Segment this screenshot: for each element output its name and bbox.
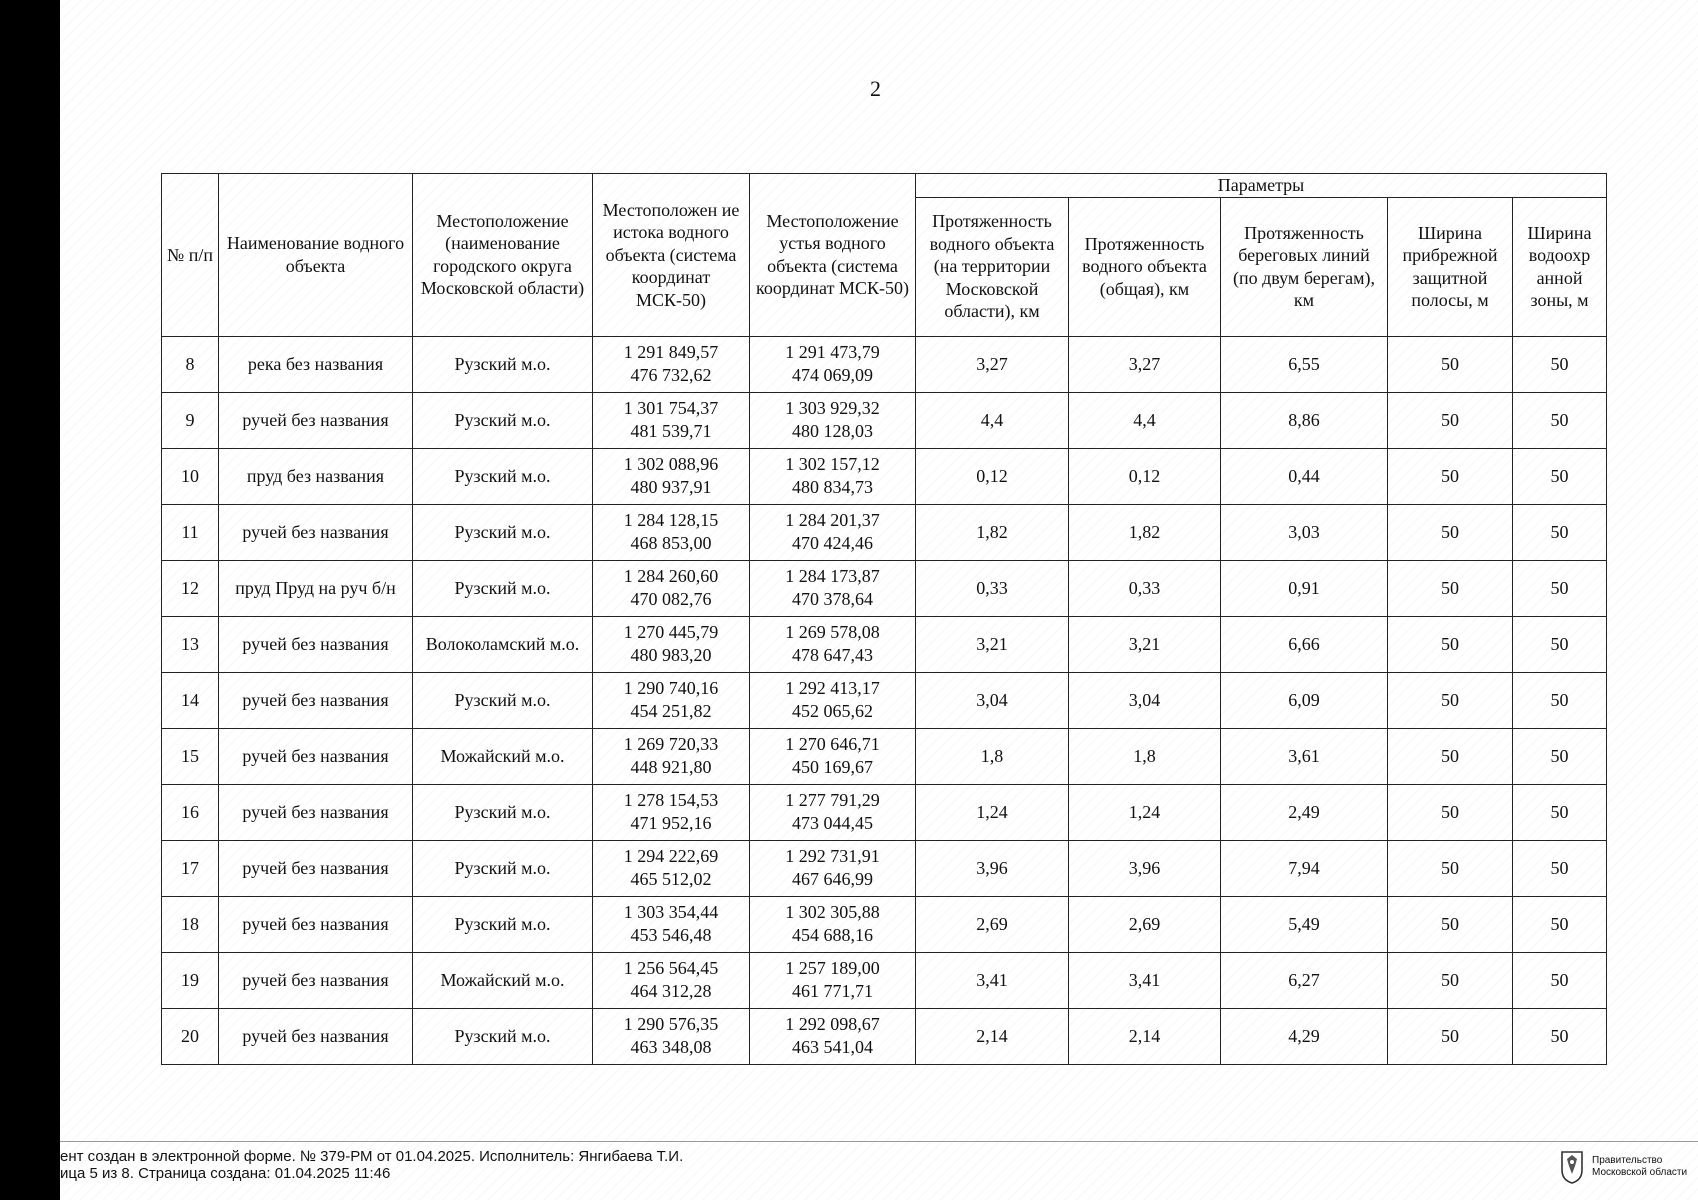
cell-num: 11 (162, 504, 219, 560)
table-row (162, 448, 1607, 504)
cell-mouth-coords-x: 1 292 098,67 (785, 1014, 880, 1034)
cell-source-coords-x: 1 278 154,53 (623, 790, 719, 810)
cell-name: ручей без названия (219, 896, 413, 952)
cell-source-coords-y: 480 983,20 (630, 645, 712, 665)
footer-organization (1592, 1155, 1687, 1179)
cell-length-mo: 3,41 (916, 952, 1069, 1008)
cell-num: 8 (162, 336, 219, 392)
cell-water-zone: 50 (1513, 952, 1607, 1008)
cell-water-zone: 50 (1513, 448, 1607, 504)
coat-of-arms-icon (1560, 1150, 1584, 1184)
table-row (162, 728, 1607, 784)
table-row (162, 336, 1607, 392)
cell-source-coords (593, 840, 750, 896)
cell-name: ручей без названия (219, 672, 413, 728)
cell-mouth-coords (750, 336, 916, 392)
cell-water-zone: 50 (1513, 784, 1607, 840)
header-len-total: Протяженность водного объекта (общая), км (1069, 197, 1221, 336)
table-row (162, 896, 1607, 952)
cell-shore-length: 2,49 (1221, 784, 1388, 840)
cell-mouth-coords-y: 473 044,45 (792, 813, 873, 833)
cell-source-coords (593, 448, 750, 504)
cell-source-coords-x: 1 290 740,16 (623, 678, 719, 698)
cell-mouth-coords (750, 784, 916, 840)
cell-mouth-coords-x: 1 302 305,88 (785, 902, 880, 922)
cell-source-coords (593, 336, 750, 392)
header-coastal-strip: Ширина прибрежной защитной полосы, м (1388, 197, 1513, 336)
cell-location: Волоколамский м.о. (413, 616, 593, 672)
cell-location: Рузский м.о. (413, 448, 593, 504)
table-body (162, 336, 1607, 1064)
cell-mouth-coords-y: 470 378,64 (792, 589, 873, 609)
cell-name: ручей без названия (219, 784, 413, 840)
cell-source-coords-x: 1 301 754,37 (623, 398, 719, 418)
cell-source-coords (593, 896, 750, 952)
cell-mouth-coords-y: 480 128,03 (792, 421, 873, 441)
cell-source-coords-y: 453 546,48 (630, 925, 712, 945)
cell-shore-length: 0,91 (1221, 560, 1388, 616)
cell-water-zone: 50 (1513, 728, 1607, 784)
cell-num: 12 (162, 560, 219, 616)
cell-shore-length: 6,55 (1221, 336, 1388, 392)
cell-water-zone: 50 (1513, 392, 1607, 448)
header-source: Местоположен ие истока водного объекта (система координат МСК-50) (593, 174, 750, 337)
cell-shore-length: 4,29 (1221, 1008, 1388, 1064)
cell-num: 19 (162, 952, 219, 1008)
cell-location: Рузский м.о. (413, 336, 593, 392)
cell-water-zone: 50 (1513, 896, 1607, 952)
header-location: Местоположение (наименование городского округа Московской области) (413, 174, 593, 337)
cell-mouth-coords (750, 560, 916, 616)
cell-coastal-strip: 50 (1388, 728, 1513, 784)
cell-source-coords-x: 1 270 445,79 (623, 622, 719, 642)
cell-length-total: 1,8 (1069, 728, 1221, 784)
cell-water-zone: 50 (1513, 336, 1607, 392)
cell-coastal-strip: 50 (1388, 840, 1513, 896)
cell-coastal-strip: 50 (1388, 392, 1513, 448)
cell-shore-length: 8,86 (1221, 392, 1388, 448)
cell-mouth-coords-x: 1 292 731,91 (785, 846, 880, 866)
cell-mouth-coords-y: 467 646,99 (792, 869, 873, 889)
scan-left-border (0, 0, 60, 1200)
cell-mouth-coords-y: 454 688,16 (792, 925, 873, 945)
cell-mouth-coords (750, 504, 916, 560)
cell-num: 14 (162, 672, 219, 728)
cell-location: Рузский м.о. (413, 1008, 593, 1064)
cell-mouth-coords (750, 672, 916, 728)
cell-coastal-strip: 50 (1388, 896, 1513, 952)
cell-shore-length: 6,27 (1221, 952, 1388, 1008)
cell-source-coords (593, 560, 750, 616)
cell-source-coords-x: 1 294 222,69 (623, 846, 719, 866)
org-line-1: Правительство (1592, 1155, 1663, 1166)
cell-coastal-strip: 50 (1388, 504, 1513, 560)
cell-mouth-coords-y: 452 065,62 (792, 701, 873, 721)
org-line-2: Московской области (1592, 1167, 1688, 1178)
header-num: № п/п (162, 174, 219, 337)
cell-source-coords-y: 480 937,91 (630, 477, 712, 497)
cell-num: 18 (162, 896, 219, 952)
cell-source-coords-y: 463 348,08 (630, 1037, 712, 1057)
footer-info (60, 1148, 683, 1182)
cell-location: Рузский м.о. (413, 392, 593, 448)
cell-coastal-strip: 50 (1388, 1008, 1513, 1064)
cell-mouth-coords (750, 728, 916, 784)
cell-mouth-coords-x: 1 303 929,32 (785, 398, 880, 418)
header-params: Параметры (916, 174, 1607, 198)
cell-mouth-coords-y: 474 069,09 (792, 365, 873, 385)
cell-coastal-strip: 50 (1388, 784, 1513, 840)
cell-source-coords (593, 616, 750, 672)
cell-coastal-strip: 50 (1388, 952, 1513, 1008)
cell-water-zone: 50 (1513, 504, 1607, 560)
header-len-mo: Протяженность водного объекта (на территории Московской области), км (916, 197, 1069, 336)
cell-source-coords-x: 1 291 849,57 (623, 342, 719, 362)
footer-line-2: ица 5 из 8. Страница создана: 01.04.2025 11:46 (60, 1165, 391, 1182)
cell-shore-length: 3,03 (1221, 504, 1388, 560)
cell-length-mo: 2,14 (916, 1008, 1069, 1064)
cell-source-coords (593, 392, 750, 448)
cell-mouth-coords (750, 392, 916, 448)
cell-mouth-coords-x: 1 284 173,87 (785, 566, 880, 586)
footer-divider (60, 1141, 1698, 1142)
cell-source-coords-x: 1 302 088,96 (623, 454, 719, 474)
cell-mouth-coords-y: 480 834,73 (792, 477, 873, 497)
cell-water-zone: 50 (1513, 840, 1607, 896)
cell-length-total: 3,96 (1069, 840, 1221, 896)
cell-length-total: 0,12 (1069, 448, 1221, 504)
header-mouth: Местоположение устья водного объекта (система координат МСК-50) (750, 174, 916, 337)
cell-num: 16 (162, 784, 219, 840)
cell-source-coords-y: 470 082,76 (630, 589, 712, 609)
cell-mouth-coords-x: 1 270 646,71 (785, 734, 880, 754)
cell-length-total: 3,04 (1069, 672, 1221, 728)
cell-source-coords-x: 1 256 564,45 (623, 958, 719, 978)
cell-num: 20 (162, 1008, 219, 1064)
cell-location: Рузский м.о. (413, 504, 593, 560)
cell-source-coords (593, 504, 750, 560)
cell-length-mo: 3,21 (916, 616, 1069, 672)
cell-coastal-strip: 50 (1388, 336, 1513, 392)
cell-source-coords-x: 1 284 128,15 (623, 510, 719, 530)
header-name: Наименование водного объекта (219, 174, 413, 337)
cell-shore-length: 0,44 (1221, 448, 1388, 504)
cell-length-total: 4,4 (1069, 392, 1221, 448)
cell-mouth-coords-x: 1 277 791,29 (785, 790, 880, 810)
page-number: 2 (870, 76, 881, 101)
cell-source-coords (593, 1008, 750, 1064)
header-shore: Протяженность береговых линий (по двум берегам), км (1221, 197, 1388, 336)
cell-location: Можайский м.о. (413, 952, 593, 1008)
table-row (162, 784, 1607, 840)
cell-shore-length: 7,94 (1221, 840, 1388, 896)
table-row (162, 560, 1607, 616)
cell-length-mo: 2,69 (916, 896, 1069, 952)
cell-location: Можайский м.о. (413, 728, 593, 784)
cell-length-mo: 0,33 (916, 560, 1069, 616)
water-objects-table (161, 173, 1607, 1065)
cell-source-coords-y: 448 921,80 (630, 757, 712, 777)
cell-mouth-coords-y: 470 424,46 (792, 533, 873, 553)
cell-source-coords-y: 468 853,00 (630, 533, 712, 553)
cell-shore-length: 6,09 (1221, 672, 1388, 728)
table-row (162, 392, 1607, 448)
cell-source-coords-x: 1 284 260,60 (623, 566, 719, 586)
cell-source-coords-y: 464 312,28 (630, 981, 712, 1001)
cell-source-coords-x: 1 269 720,33 (623, 734, 719, 754)
cell-shore-length: 3,61 (1221, 728, 1388, 784)
cell-location: Рузский м.о. (413, 560, 593, 616)
cell-num: 17 (162, 840, 219, 896)
cell-name: ручей без названия (219, 392, 413, 448)
cell-name: ручей без названия (219, 728, 413, 784)
cell-mouth-coords (750, 952, 916, 1008)
cell-source-coords-y: 465 512,02 (630, 869, 712, 889)
cell-length-mo: 3,04 (916, 672, 1069, 728)
cell-length-mo: 1,24 (916, 784, 1069, 840)
cell-mouth-coords (750, 840, 916, 896)
cell-water-zone: 50 (1513, 672, 1607, 728)
cell-name: пруд Пруд на руч б/н (219, 560, 413, 616)
cell-mouth-coords-y: 478 647,43 (792, 645, 873, 665)
cell-name: ручей без названия (219, 840, 413, 896)
cell-length-mo: 0,12 (916, 448, 1069, 504)
cell-name: пруд без названия (219, 448, 413, 504)
cell-mouth-coords (750, 896, 916, 952)
cell-coastal-strip: 50 (1388, 448, 1513, 504)
cell-source-coords-x: 1 290 576,35 (623, 1014, 719, 1034)
cell-length-total: 1,82 (1069, 504, 1221, 560)
cell-mouth-coords-x: 1 269 578,08 (785, 622, 880, 642)
cell-length-total: 3,21 (1069, 616, 1221, 672)
cell-shore-length: 5,49 (1221, 896, 1388, 952)
cell-mouth-coords-y: 461 771,71 (792, 981, 873, 1001)
cell-mouth-coords-x: 1 302 157,12 (785, 454, 880, 474)
cell-mouth-coords-y: 450 169,67 (792, 757, 873, 777)
cell-name: ручей без названия (219, 616, 413, 672)
cell-num: 9 (162, 392, 219, 448)
cell-source-coords (593, 784, 750, 840)
cell-name: ручей без названия (219, 504, 413, 560)
cell-mouth-coords (750, 616, 916, 672)
footer-line-1: ент создан в электронной форме. № 379-РМ от 01.04.2025. Исполнитель: Янгибаева Т.И. (60, 1148, 684, 1165)
cell-length-mo: 1,8 (916, 728, 1069, 784)
cell-source-coords (593, 952, 750, 1008)
cell-length-mo: 3,96 (916, 840, 1069, 896)
cell-num: 13 (162, 616, 219, 672)
cell-name: ручей без названия (219, 1008, 413, 1064)
cell-length-mo: 1,82 (916, 504, 1069, 560)
cell-water-zone: 50 (1513, 560, 1607, 616)
cell-length-total: 2,69 (1069, 896, 1221, 952)
cell-mouth-coords (750, 448, 916, 504)
cell-length-total: 1,24 (1069, 784, 1221, 840)
cell-coastal-strip: 50 (1388, 616, 1513, 672)
cell-mouth-coords-y: 463 541,04 (792, 1037, 873, 1057)
cell-length-total: 3,41 (1069, 952, 1221, 1008)
cell-length-mo: 3,27 (916, 336, 1069, 392)
table-row (162, 952, 1607, 1008)
cell-location: Рузский м.о. (413, 784, 593, 840)
cell-num: 15 (162, 728, 219, 784)
cell-mouth-coords-x: 1 257 189,00 (785, 958, 880, 978)
table-row (162, 840, 1607, 896)
cell-length-total: 0,33 (1069, 560, 1221, 616)
header-water-zone: Ширина водоохр анной зоны, м (1513, 197, 1607, 336)
cell-source-coords-y: 476 732,62 (630, 365, 712, 385)
cell-length-mo: 4,4 (916, 392, 1069, 448)
cell-mouth-coords-x: 1 292 413,17 (785, 678, 880, 698)
cell-length-total: 3,27 (1069, 336, 1221, 392)
cell-name: река без названия (219, 336, 413, 392)
cell-source-coords-y: 454 251,82 (630, 701, 712, 721)
cell-mouth-coords-x: 1 291 473,79 (785, 342, 880, 362)
cell-source-coords-y: 471 952,16 (630, 813, 712, 833)
cell-location: Рузский м.о. (413, 896, 593, 952)
table-row (162, 672, 1607, 728)
table-row (162, 1008, 1607, 1064)
cell-location: Рузский м.о. (413, 672, 593, 728)
table-row (162, 616, 1607, 672)
cell-water-zone: 50 (1513, 616, 1607, 672)
cell-location: Рузский м.о. (413, 840, 593, 896)
cell-source-coords-y: 481 539,71 (630, 421, 712, 441)
cell-length-total: 2,14 (1069, 1008, 1221, 1064)
cell-coastal-strip: 50 (1388, 672, 1513, 728)
cell-coastal-strip: 50 (1388, 560, 1513, 616)
cell-mouth-coords (750, 1008, 916, 1064)
cell-source-coords-x: 1 303 354,44 (623, 902, 719, 922)
table-row (162, 504, 1607, 560)
cell-source-coords (593, 728, 750, 784)
cell-num: 10 (162, 448, 219, 504)
cell-mouth-coords-x: 1 284 201,37 (785, 510, 880, 530)
cell-name: ручей без названия (219, 952, 413, 1008)
cell-shore-length: 6,66 (1221, 616, 1388, 672)
cell-water-zone: 50 (1513, 1008, 1607, 1064)
cell-source-coords (593, 672, 750, 728)
